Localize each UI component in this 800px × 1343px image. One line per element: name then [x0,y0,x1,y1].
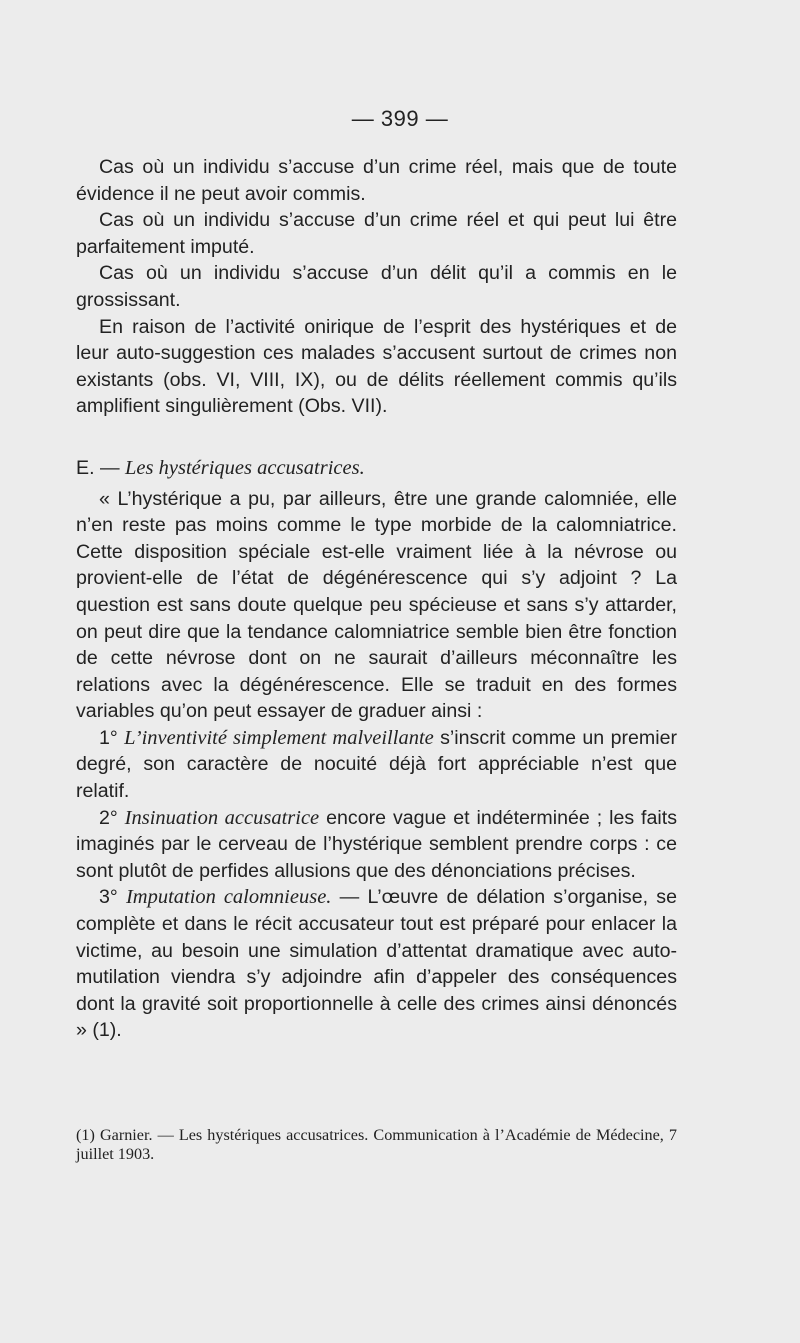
paragraph: Cas où un individu s’accuse d’un crime réel, mais que de toute évidence il ne peut avoir commis. [76,156,677,205]
item-text: s’inscrit comme un premier degré, son caractère de nocuité déjà fort appréciable n’est que relatif. [76,726,677,803]
section-title: Les hystériques accusatrices. [125,456,365,479]
item-title: Imputation calomnieuse. [125,886,332,909]
item-text: encore vague et indéterminée ; les faits imaginés par le cerveau de l’hystérique semblent prendre corps : ce sont plutôt de perfides allusions que des dénonciations précises. [76,806,677,882]
item-title: L’inventivité simplement malveillante [124,726,434,749]
item-number: 2° [99,806,118,829]
item-title: Insinuation accusatrice [124,806,320,829]
section-letter: E. — [76,456,120,479]
section-heading [76,455,677,482]
list-item [76,805,677,885]
body-text [76,154,677,1044]
list-item [76,725,677,805]
list-item [76,884,677,1044]
footnote-text: (1) Garnier. — Les hystériques accusatrices. Communication à l’Académie de Médecine, 7 juillet 1903. [76,1126,677,1163]
quote-paragraph: « L’hystérique a pu, par ailleurs, être une grande calomniée, elle n’en reste pas moins comme le type morbide de la calomniatrice. Cette disposition spéciale est-elle vraiment liée à la névrose ou provient-elle de l’état de dégénérescence qui s’y adjoint ? La question est sans doute quelque peu spécieuse et sans s’y attarder, on peut dire que la tendance calomniatrice semble bien être fonction de cette névrose dont on ne saurait d’ailleurs méconnaître les relations avec la dégénérescence. Elle se traduit en des formes variables qu’on peut essayer de graduer ainsi : [76,487,677,723]
paragraph: Cas où un individu s’accuse d’un crime réel et qui peut lui être parfaitement imputé. [76,209,677,258]
paragraph: En raison de l’activité onirique de l’esprit des hystériques et de leur auto-suggestion ces malades s’accusent surtout de crimes non existants (obs. VI, VIII, IX), ou de délits réellement commis qu’ils amplifient singulièrement (Obs. VII). [76,315,677,418]
item-number: 3° [99,886,118,909]
page-number: — 399 — [351,106,449,131]
item-text: — L’œuvre de délation s’organise, se complète et dans le récit accusateur tout est préparé pour enlacer la victime, au besoin une simulation d’attentat dramatique avec auto-mutilation viendra s’y adjoindre afin d’appeler des conséquences dont la gravité soit proportionnelle à celle des crimes ainsi dénoncés » (1). [76,886,677,1042]
item-number: 1° [99,726,118,749]
paragraph: Cas où un individu s’accuse d’un délit qu’il a commis en le grossissant. [76,262,677,311]
footnote [76,1126,677,1164]
